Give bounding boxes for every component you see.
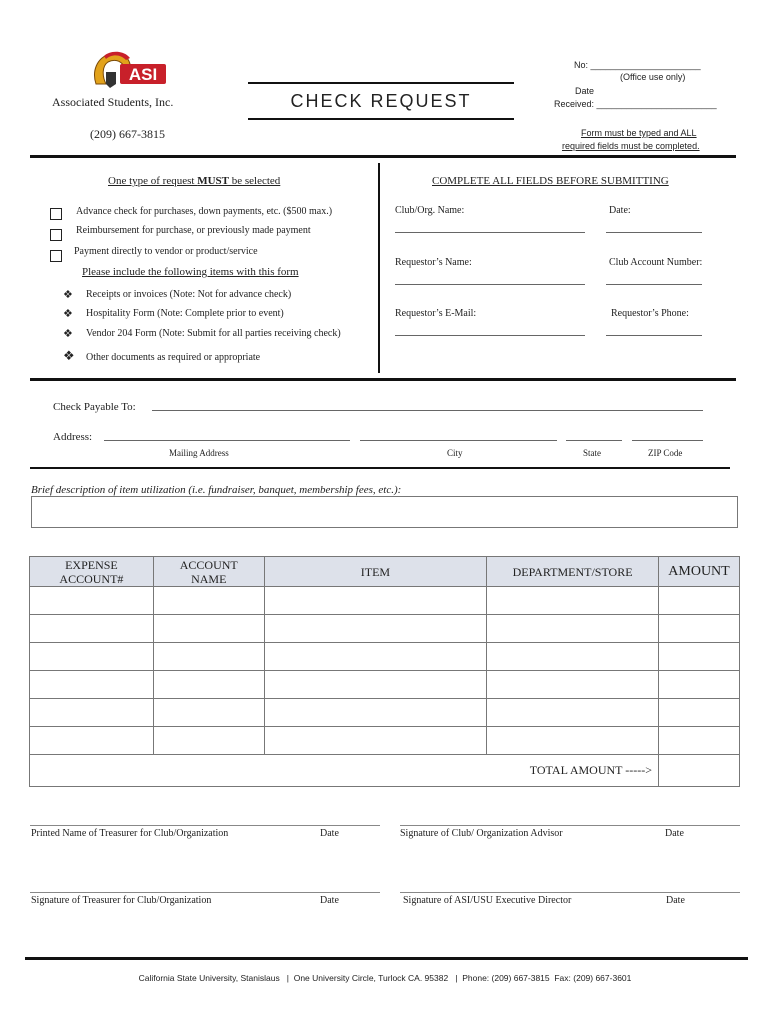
option-vendor-label: Payment directly to vendor or product/service bbox=[74, 246, 258, 257]
title-top-rule bbox=[248, 82, 514, 84]
table-cell[interactable] bbox=[659, 587, 740, 615]
table-cell[interactable] bbox=[30, 699, 154, 727]
club-account-label: Club Account Number: bbox=[609, 257, 703, 268]
table-row bbox=[30, 699, 740, 727]
treasurer-signature-label: Signature of Treasurer for Club/Organization bbox=[31, 895, 212, 906]
svg-text:ASI: ASI bbox=[128, 65, 158, 84]
diamond-bullet-icon: ❖ bbox=[63, 288, 73, 301]
notice-line-2: required fields must be completed. bbox=[562, 141, 700, 151]
amount-header: AMOUNT bbox=[659, 557, 740, 587]
table-cell[interactable] bbox=[264, 671, 486, 699]
table-cell[interactable] bbox=[264, 699, 486, 727]
item-receipts: Receipts or invoices (Note: Not for advance check) bbox=[86, 289, 292, 300]
date-label: Date bbox=[666, 895, 685, 906]
expense-account-header: EXPENSE ACCOUNT# bbox=[30, 557, 154, 587]
table-cell[interactable] bbox=[153, 671, 264, 699]
date-field-label: Date: bbox=[609, 205, 631, 216]
total-row bbox=[30, 755, 740, 787]
mailing-address-caption: Mailing Address bbox=[169, 448, 229, 458]
footer-contact: California State University, Stanislaus | One University Circle, Turlock CA. 95382 | Phone: (209) 667-3815 Fax: (209) 667-3601 bbox=[138, 973, 632, 983]
table-cell[interactable] bbox=[659, 699, 740, 727]
state-caption: State bbox=[583, 448, 601, 458]
diamond-bullet-icon: ❖ bbox=[63, 327, 73, 340]
club-name-label: Club/Org. Name: bbox=[395, 205, 465, 216]
table-cell[interactable] bbox=[264, 587, 486, 615]
check-payable-label: Check Payable To: bbox=[53, 401, 136, 413]
table-cell[interactable] bbox=[30, 671, 154, 699]
table-cell[interactable] bbox=[487, 671, 659, 699]
requestor-name-input[interactable] bbox=[395, 284, 585, 285]
city-caption: City bbox=[447, 448, 463, 458]
table-cell[interactable] bbox=[487, 699, 659, 727]
item-hospitality: Hospitality Form (Note: Complete prior to event) bbox=[86, 308, 284, 319]
expense-table bbox=[29, 556, 740, 787]
reimbursement-checkbox[interactable] bbox=[50, 229, 62, 241]
requestor-phone-label: Requestor’s Phone: bbox=[611, 308, 689, 319]
title-box bbox=[248, 82, 514, 120]
zip-caption: ZIP Code bbox=[648, 448, 683, 458]
zip-input[interactable] bbox=[632, 440, 703, 441]
date-label: Date bbox=[320, 828, 339, 839]
table-row bbox=[30, 671, 740, 699]
advisor-signature-label: Signature of Club/ Organization Advisor bbox=[400, 828, 563, 839]
table-cell[interactable] bbox=[487, 727, 659, 755]
printed-treasurer-label: Printed Name of Treasurer for Club/Organization bbox=[31, 828, 229, 839]
requestor-email-label: Requestor’s E-Mail: bbox=[395, 308, 477, 319]
option-reimbursement-label: Reimbursement for purchase, or previously made payment bbox=[76, 225, 311, 236]
date-label: Date bbox=[575, 86, 595, 96]
director-signature-line[interactable] bbox=[400, 892, 740, 893]
table-cell[interactable] bbox=[153, 615, 264, 643]
table-cell[interactable] bbox=[487, 643, 659, 671]
table-cell[interactable] bbox=[264, 727, 486, 755]
account-name-header: ACCOUNT NAME bbox=[153, 557, 264, 587]
city-input[interactable] bbox=[360, 440, 557, 441]
club-account-input[interactable] bbox=[606, 284, 702, 285]
table-row bbox=[30, 615, 740, 643]
section-divider bbox=[30, 378, 736, 381]
table-cell[interactable] bbox=[487, 615, 659, 643]
requestor-name-label: Requestor’s Name: bbox=[395, 257, 472, 268]
office-use-note: (Office use only) bbox=[620, 72, 686, 82]
table-cell[interactable] bbox=[30, 727, 154, 755]
option-advance-label: Advance check for purchases, down payments, etc. ($500 max.) bbox=[76, 206, 333, 217]
requestor-email-input[interactable] bbox=[395, 335, 585, 336]
page-title: CHECK REQUEST bbox=[290, 91, 472, 111]
table-row bbox=[30, 643, 740, 671]
table-cell[interactable] bbox=[30, 587, 154, 615]
header-divider bbox=[30, 155, 736, 158]
mailing-address-input[interactable] bbox=[104, 440, 350, 441]
table-cell[interactable] bbox=[153, 587, 264, 615]
item-header: ITEM bbox=[264, 557, 486, 587]
date-label: Date bbox=[665, 828, 684, 839]
printed-treasurer-line[interactable] bbox=[30, 825, 380, 826]
table-cell[interactable] bbox=[659, 643, 740, 671]
state-input[interactable] bbox=[566, 440, 622, 441]
request-type-heading: One type of request MUST be selected bbox=[108, 175, 281, 187]
org-phone: (209) 667-3815 bbox=[90, 127, 165, 141]
table-cell[interactable] bbox=[659, 727, 740, 755]
total-amount-input[interactable] bbox=[659, 755, 740, 787]
title-bottom-rule bbox=[248, 118, 514, 120]
table-cell[interactable] bbox=[659, 671, 740, 699]
director-signature-label: Signature of ASI/USU Executive Director bbox=[403, 895, 572, 906]
table-cell[interactable] bbox=[264, 615, 486, 643]
table-header-row bbox=[30, 557, 740, 587]
table-cell[interactable] bbox=[153, 643, 264, 671]
advance-check-checkbox[interactable] bbox=[50, 208, 62, 220]
check-payable-input[interactable] bbox=[152, 410, 703, 411]
advisor-signature-line[interactable] bbox=[400, 825, 740, 826]
table-cell[interactable] bbox=[264, 643, 486, 671]
table-cell[interactable] bbox=[30, 643, 154, 671]
address-label: Address: bbox=[53, 431, 93, 443]
treasurer-signature-line[interactable] bbox=[30, 892, 380, 893]
description-input[interactable] bbox=[31, 496, 738, 528]
item-other-docs: Other documents as required or appropriate bbox=[86, 352, 261, 363]
requestor-phone-input[interactable] bbox=[606, 335, 702, 336]
table-cell[interactable] bbox=[30, 615, 154, 643]
notice-line-1: Form must be typed and ALL bbox=[581, 128, 697, 138]
department-store-header: DEPARTMENT/STORE bbox=[487, 557, 659, 587]
item-vendor-204: Vendor 204 Form (Note: Submit for all parties receiving check) bbox=[86, 328, 341, 339]
table-cell[interactable] bbox=[153, 699, 264, 727]
date-input[interactable] bbox=[606, 232, 702, 233]
office-number-field[interactable]: No: ______________________ bbox=[574, 60, 701, 70]
diamond-bullet-icon: ❖ bbox=[63, 349, 75, 364]
org-name: Associated Students, Inc. bbox=[52, 95, 174, 109]
vendor-payment-checkbox[interactable] bbox=[50, 250, 62, 262]
diamond-bullet-icon: ❖ bbox=[63, 307, 73, 320]
footer-divider bbox=[25, 957, 748, 960]
include-items-heading: Please include the following items with this form bbox=[82, 266, 299, 278]
table-cell[interactable] bbox=[487, 587, 659, 615]
payee-divider bbox=[30, 467, 730, 469]
section-vertical-divider bbox=[378, 163, 380, 373]
date-received-field[interactable]: Received: ________________________ bbox=[554, 99, 717, 109]
table-row bbox=[30, 727, 740, 755]
fields-heading: COMPLETE ALL FIELDS BEFORE SUBMITTING bbox=[432, 175, 669, 187]
table-row bbox=[30, 587, 740, 615]
club-name-input[interactable] bbox=[395, 232, 585, 233]
asi-logo bbox=[90, 50, 170, 92]
table-cell[interactable] bbox=[659, 615, 740, 643]
total-amount-label: TOTAL AMOUNT -----> bbox=[30, 755, 659, 787]
table-cell[interactable] bbox=[153, 727, 264, 755]
description-label: Brief description of item utilization (i.e. fundraiser, banquet, membership fees, etc.): bbox=[31, 484, 402, 496]
date-label: Date bbox=[320, 895, 339, 906]
